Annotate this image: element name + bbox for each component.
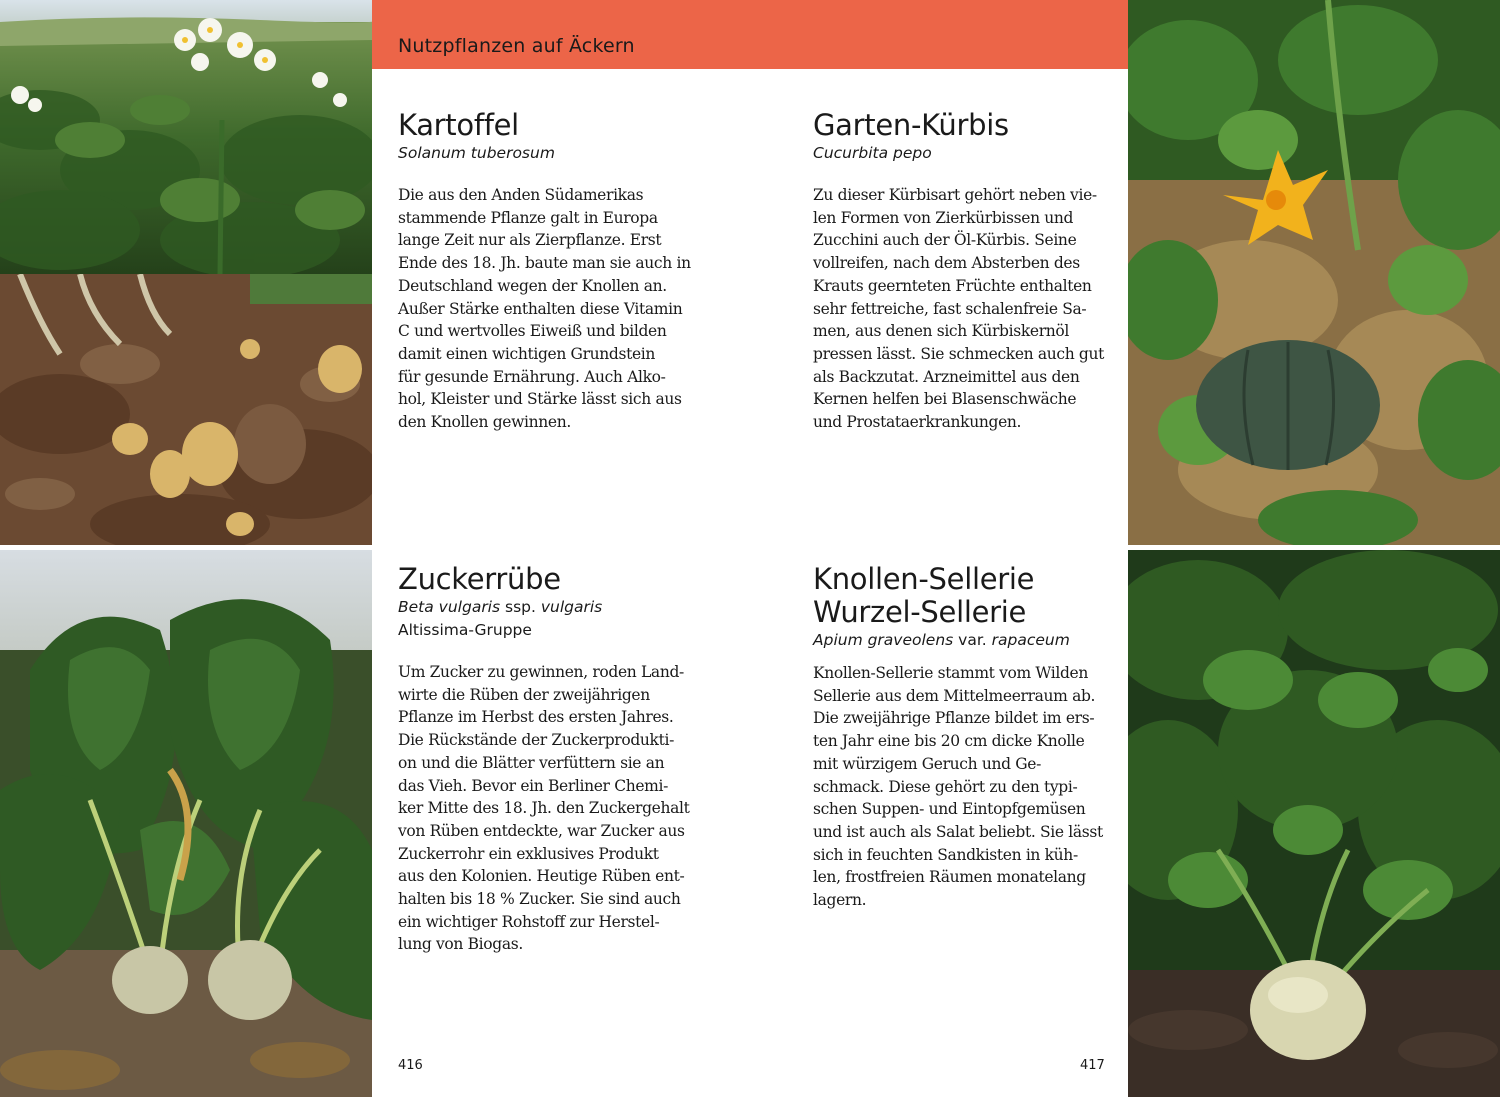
entry-text: Um Zucker zu gewinnen, roden Land- wirte die Rüben der zweijährigen Pflanze im Herbst des ersten Jahres. Die Rückstände der Zuckerprodukti- on und die Blätter verfüttern sie an das Vieh. Bevor ein Berliner Chemi- ker Mitte des 18. Jh. den Zuckergehalt von Rüben entdeckte, war Zucker aus Zuckerrohr ein exklusives Produkt aus den Kolonien. Heutige Rüben ent- halten bis 18 % Zucker. Sie sind auch ein wichtiger Rohstoff zur Herstel- lung von Biogas. xyxy=(398,663,690,954)
sugar-beet-photo xyxy=(0,550,372,1097)
entry-text: Knollen-Sellerie stammt vom Wilden Sellerie aus dem Mittelmeerraum ab. Die zweijährige Pflanze bildet im ers- ten Jahr eine bis 20 cm dicke Knolle mit würzigem Geruch und Ge- schmack. Diese gehört zu den typi- schen Suppen- und Eintopfgemüsen und ist auch als Salat beliebt. Sie lässt sich in feuchten Sandkisten in küh- len, frostfreien Räumen monatelang lagern. xyxy=(813,664,1103,910)
scientific-name-epithet: vulgaris xyxy=(540,598,603,616)
entry-text: Die aus den Anden Südamerikas stammende Pflanze galt in Europa lange Zeit nur als Zierpflanze. Erst Ende des 18. Jh. baute man sie auch in Deutschland wegen der Knollen an. Außer Stärke enthalten diese Vitamin C und wertvolles Eiweiß und bilden damit einen wichtigen Grundstein für gesunde Ernährung. Auch Alko- hol, Kleister und Stärke lässt sich aus den Knollen gewinnen. xyxy=(398,186,691,432)
page-number-right: 417 xyxy=(1080,1058,1105,1073)
scientific-name-main: Beta vulgaris xyxy=(398,598,501,616)
cultivar-group: Altissima-Gruppe xyxy=(398,621,532,639)
scientific-name-main: Solanum tuberosum xyxy=(398,144,555,162)
page-number-left: 416 xyxy=(398,1058,423,1073)
entry-knollen-sellerie xyxy=(813,563,1123,912)
scientific-name-rank: ssp. xyxy=(500,598,541,616)
scientific-name xyxy=(398,142,708,165)
running-header: Nutzpflanzen auf Äckern xyxy=(398,35,635,57)
entry-kartoffel xyxy=(398,109,708,434)
scientific-name xyxy=(813,142,1123,165)
entry-title-line1: Knollen-Sellerie xyxy=(813,562,1035,596)
entry-garten-kuerbis xyxy=(813,109,1123,434)
scientific-name xyxy=(398,596,708,619)
scientific-name xyxy=(813,629,1123,652)
entry-title-line2: Wurzel-Sellerie xyxy=(813,595,1027,629)
potato-tubers-photo xyxy=(0,274,372,545)
potato-field-photo xyxy=(0,0,372,274)
scientific-name-main: Cucurbita pepo xyxy=(813,144,932,162)
celeriac-photo xyxy=(1128,550,1500,1097)
scientific-name-main: Apium graveolens xyxy=(813,631,954,649)
scientific-name-rank: var. xyxy=(953,631,992,649)
entry-title: Zuckerrübe xyxy=(398,562,561,596)
entry-title: Kartoffel xyxy=(398,108,519,142)
entry-text: Zu dieser Kürbisart gehört neben vie- len Formen von Zierkürbissen und Zucchini auch der Öl-Kürbis. Seine vollreifen, nach dem Absterben des Krauts geernteten Früchte enthalten sehr fettreiche, fast schalenfreie Sa- men, aus denen sich Kürbiskernöl pressen lässt. Sie schmecken auch gut als Backzutat. Arzneimittel aus den Kernen helfen bei Blasenschwäche und Prostataerkrankungen. xyxy=(813,186,1105,432)
scientific-name-epithet: rapaceum xyxy=(991,631,1070,649)
entry-title: Garten-Kürbis xyxy=(813,108,1009,142)
entry-zuckerruebe xyxy=(398,563,708,956)
pumpkin-photo xyxy=(1128,0,1500,545)
